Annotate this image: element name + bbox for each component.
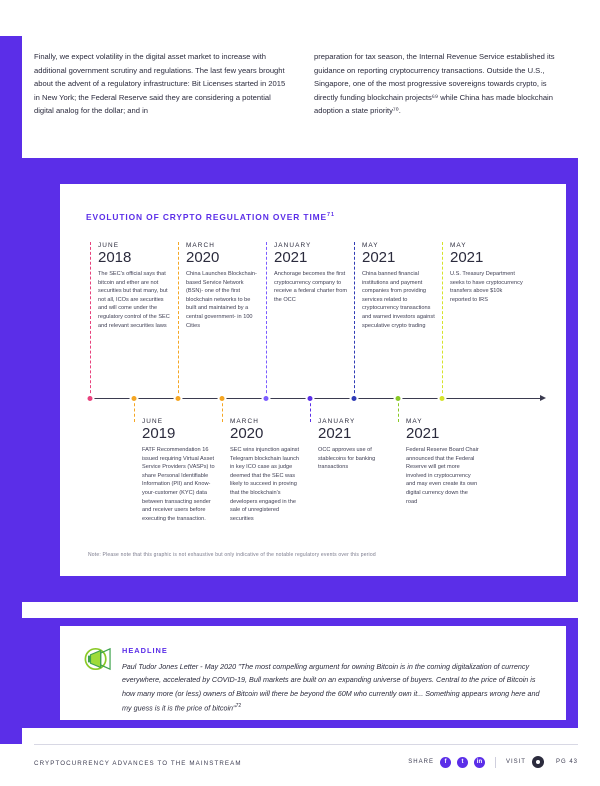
footer-separator (495, 757, 496, 768)
event-description: China Launches Blockchain-based Service Network (BSN)- one of the first blockchain networks to be built and maintained by a central government- in 100 Cities (186, 271, 257, 329)
timeline-event-bottom (310, 398, 392, 472)
event-year: 2021 (274, 249, 308, 266)
event-month: JUNE (98, 242, 120, 249)
timeline-node (438, 394, 447, 403)
event-year: 2021 (318, 425, 352, 442)
timeline-node (130, 394, 139, 403)
event-month: JANUARY (274, 242, 312, 249)
timeline-node (218, 394, 227, 403)
event-description: Federal Reserve Board Chair announced that the Federal Reserve will get more involved in cryptocurrency and may even create its own digital currency down the road (406, 447, 479, 505)
visit-icon[interactable] (532, 756, 544, 768)
intro-column-1: Finally, we expect volatility in the digital asset market to increase with additional government scrutiny and regulations. The last few years brought about the advent of a regulatory infrastructure: Bit Licenses started in 2015 in New York; the Federal Reserve said they are considering a potential digital analog for the dollar; and in (34, 52, 286, 116)
facebook-icon[interactable]: f (440, 757, 451, 768)
timeline-event-top (266, 242, 348, 304)
timeline-event-bottom (222, 398, 304, 523)
panel-title-footnote: 71 (327, 212, 335, 219)
left-accent-bar (0, 0, 22, 786)
timeline-node (306, 394, 315, 403)
share-label: SHARE (408, 759, 434, 765)
event-description: FATF Recommendation 16 issued requiring Virtual Asset Service Providers (VASPs) to share Personal Identifiable Information (PII) and Know-your-customer (KYC) data between transacting sender and receiver users before executing the transaction. (142, 447, 215, 522)
event-description: OCC approves use of stablecoins for banking transactions (318, 447, 376, 471)
event-month: JUNE (142, 418, 164, 425)
timeline-event-top (442, 242, 524, 304)
event-description: The SEC's official says that bitcoin and ether are not securities but that many, but not all, ICOs are securities and will come under the regulatory control of the SEC and relevant securities laws (98, 271, 170, 329)
timeline-event-top (354, 242, 436, 330)
intro-text (34, 50, 574, 118)
event-month: MARCH (186, 242, 215, 249)
footer-actions (408, 756, 578, 768)
event-year: 2021 (450, 249, 484, 266)
headline-footnote: 72 (235, 703, 242, 710)
timeline-node (174, 394, 183, 403)
headline-text (122, 660, 542, 715)
footer-divider (34, 744, 578, 745)
event-year: 2021 (406, 425, 440, 442)
timeline-node (86, 394, 95, 403)
event-month: MAY (450, 242, 467, 249)
timeline-event-bottom (398, 398, 480, 506)
timeline-event-top (178, 242, 260, 330)
timeline-node (262, 394, 271, 403)
event-year: 2021 (362, 249, 396, 266)
timeline-event-top (90, 242, 172, 330)
event-month: MARCH (230, 418, 259, 425)
left-accent-bar-top-gap (0, 0, 22, 36)
event-description: China banned financial institutions and payment companies from providing services related to cryptocurrency transactions and warned investors against speculative crypto trading (362, 271, 435, 329)
page-footer (0, 744, 600, 786)
panel-title-text: EVOLUTION OF CRYPTO REGULATION OVER TIME (86, 212, 328, 222)
timeline-panel (22, 158, 578, 602)
panel-title (86, 212, 335, 222)
footer-title: CRYPTOCURRENCY ADVANCES TO THE MAINSTREAM (34, 760, 242, 767)
event-month: MAY (406, 418, 423, 425)
timeline-panel-inner (60, 184, 566, 576)
headline-callout (22, 618, 578, 728)
event-description: SEC wins injunction against Telegram blockchain launch in key ICO case as judge deemed that the SEC was likely to succeed in proving that the blockchain's developers engaged in the sale of unregistered securities (230, 447, 300, 522)
visit-label: VISIT (505, 759, 526, 765)
twitter-icon[interactable]: t (457, 757, 468, 768)
event-month: JANUARY (318, 418, 356, 425)
timeline-node (350, 394, 359, 403)
timeline-node (394, 394, 403, 403)
event-year: 2018 (98, 249, 132, 266)
intro-column-2: preparation for tax season, the Internal Revenue Service established its guidance on reporting cryptocurrency transactions. Outside the U.S., Singapore, one of the most progressive sovereigns towards crypto, is directly funding blockchain projects⁶⁹ while China has made blockchain adoption a state priority⁷⁰. (314, 52, 555, 116)
timeline-note: Note: Please note that this graphic is not exhaustive but only indicative of the notable regulatory events over this period (88, 552, 376, 558)
event-year: 2019 (142, 425, 176, 442)
headline-callout-inner (60, 626, 566, 720)
headline-label: HEADLINE (122, 646, 168, 655)
page-number: PG 43 (555, 759, 578, 765)
event-year: 2020 (230, 425, 264, 442)
event-description: U.S. Treasury Department seeks to have cryptocurrency transfers above $10k reported to IRS (450, 271, 523, 303)
event-year: 2020 (186, 249, 220, 266)
event-month: MAY (362, 242, 379, 249)
timeline-event-bottom (134, 398, 216, 523)
megaphone-icon (82, 644, 116, 674)
event-description: Anchorage becomes the first cryptocurrency company to receive a federal charter from the OCC (274, 271, 348, 303)
headline-quote: Paul Tudor Jones Letter - May 2020 "The most compelling argument for owning Bitcoin is in the coming digitalization of currency everywhere, accelerated by COVID-19, Bull markets are built on an expanding universe of buyers. Central to the price of Bitcoin is how many more (or less) owners of Bitcoin will there be beyond the 60M who currently own it... Something appears wrong here and my guess is it is the price of bitcoin" (122, 662, 540, 713)
linkedin-icon[interactable]: in (474, 757, 485, 768)
